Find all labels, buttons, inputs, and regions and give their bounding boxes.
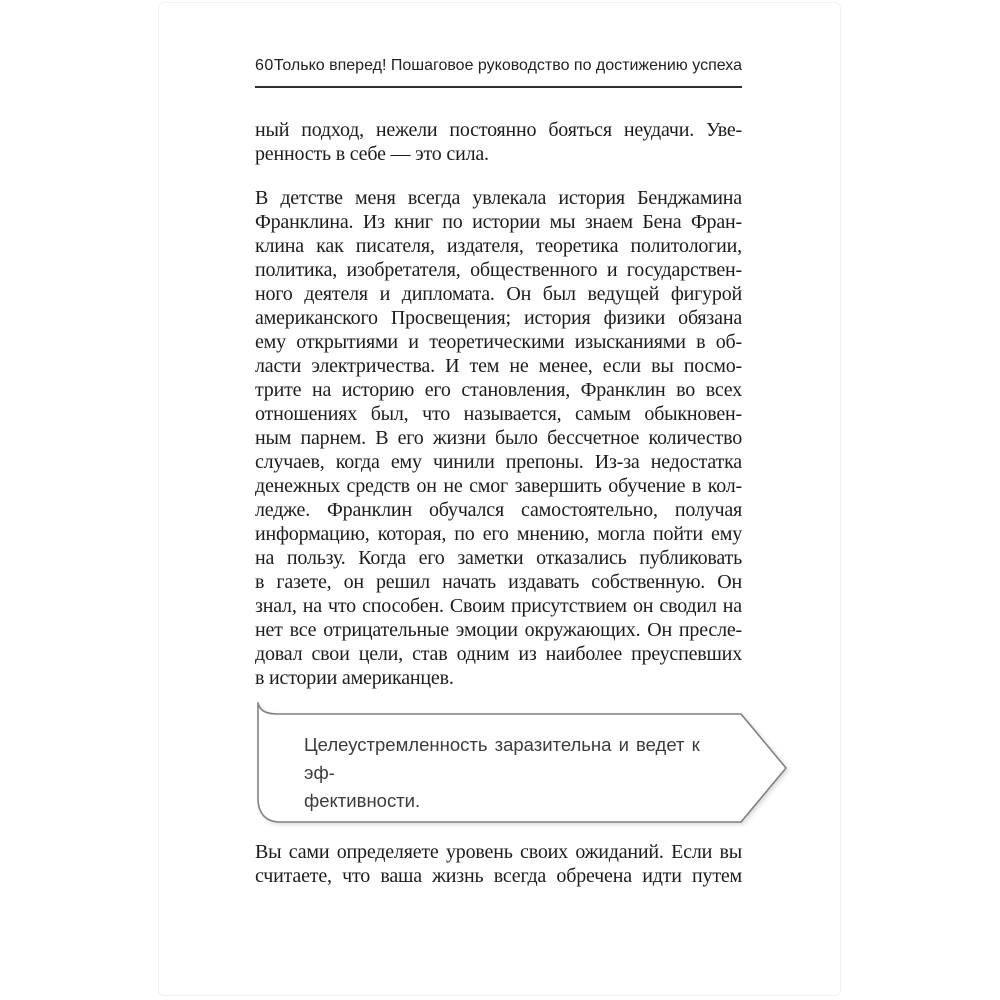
paragraph-expectations <box>255 840 742 888</box>
running-header <box>255 57 742 88</box>
running-header-title: Только вперед! Пошаговое руководство по достижению успеха <box>273 57 742 74</box>
text-line: нет все отрицательные эмоции окружающих. Он пресле- <box>255 619 742 641</box>
text-line: В детстве меня всегда увлекала история Бенджамина <box>255 187 742 209</box>
text-line: трите на историю его становления, Франклин во всех <box>255 379 742 401</box>
text-line: Вы сами определяете уровень своих ожиданий. Если вы <box>255 841 742 863</box>
text-line: случаев, когда ему чинили препоны. Из-за недостатка <box>255 451 742 473</box>
text-line: ему открытиями и теоретическими изысканиями в об- <box>255 331 742 353</box>
text-line: клина как писателя, издателя, теоретика политологии, <box>255 235 742 257</box>
text-line: отношениях был, что называется, самым обыкновен- <box>255 403 742 425</box>
paragraph-continuation <box>255 118 742 166</box>
text-line: знал, на что способен. Своим присутствием он сводил на <box>255 595 742 617</box>
text-line: ного деятеля и дипломата. Он был ведущей фигурой <box>255 283 742 305</box>
text-line: ренность в себе — это сила. <box>255 143 489 165</box>
callout-text <box>304 731 704 815</box>
text-line: считаете, что ваша жизнь всегда обречена идти путем <box>255 865 742 887</box>
text-line: в истории американцев. <box>255 667 454 689</box>
page-content <box>255 3 742 888</box>
callout-line: Целеустремленность заразительна и ведет к эф- <box>304 734 700 783</box>
callout-line: фективности. <box>304 790 421 811</box>
text-line: американского Просвещения; история физики обязана <box>255 307 742 329</box>
text-line: довал свои цели, став одним из наиболее преуспевших <box>255 643 742 665</box>
paragraph-franklin <box>255 186 742 690</box>
book-page <box>158 2 841 996</box>
text-line: денежных средств он не смог завершить обучение в кол- <box>255 475 742 497</box>
text-line: Франклина. Из книг по истории мы знаем Бена Фран- <box>255 211 742 233</box>
text-line: политика, изобретателя, общественного и государствен- <box>255 259 742 281</box>
page-number: 60 <box>255 57 274 74</box>
text-line: ласти электричества. И тем не менее, если вы посмо- <box>255 355 742 377</box>
text-line: ный подход, нежели постоянно бояться неудачи. Уве- <box>255 119 742 141</box>
callout-banner <box>255 698 791 828</box>
text-line: ледже. Франклин обучался самостоятельно, получая <box>255 499 742 521</box>
text-line: информацию, которая, по его мнению, могла пойти ему <box>255 523 742 545</box>
text-line: ным парнем. В его жизни было бессчетное количество <box>255 427 742 449</box>
text-line: в газете, он решил начать издавать собственную. Он <box>255 571 742 593</box>
text-line: на пользу. Когда его заметки отказались публиковать <box>255 547 742 569</box>
